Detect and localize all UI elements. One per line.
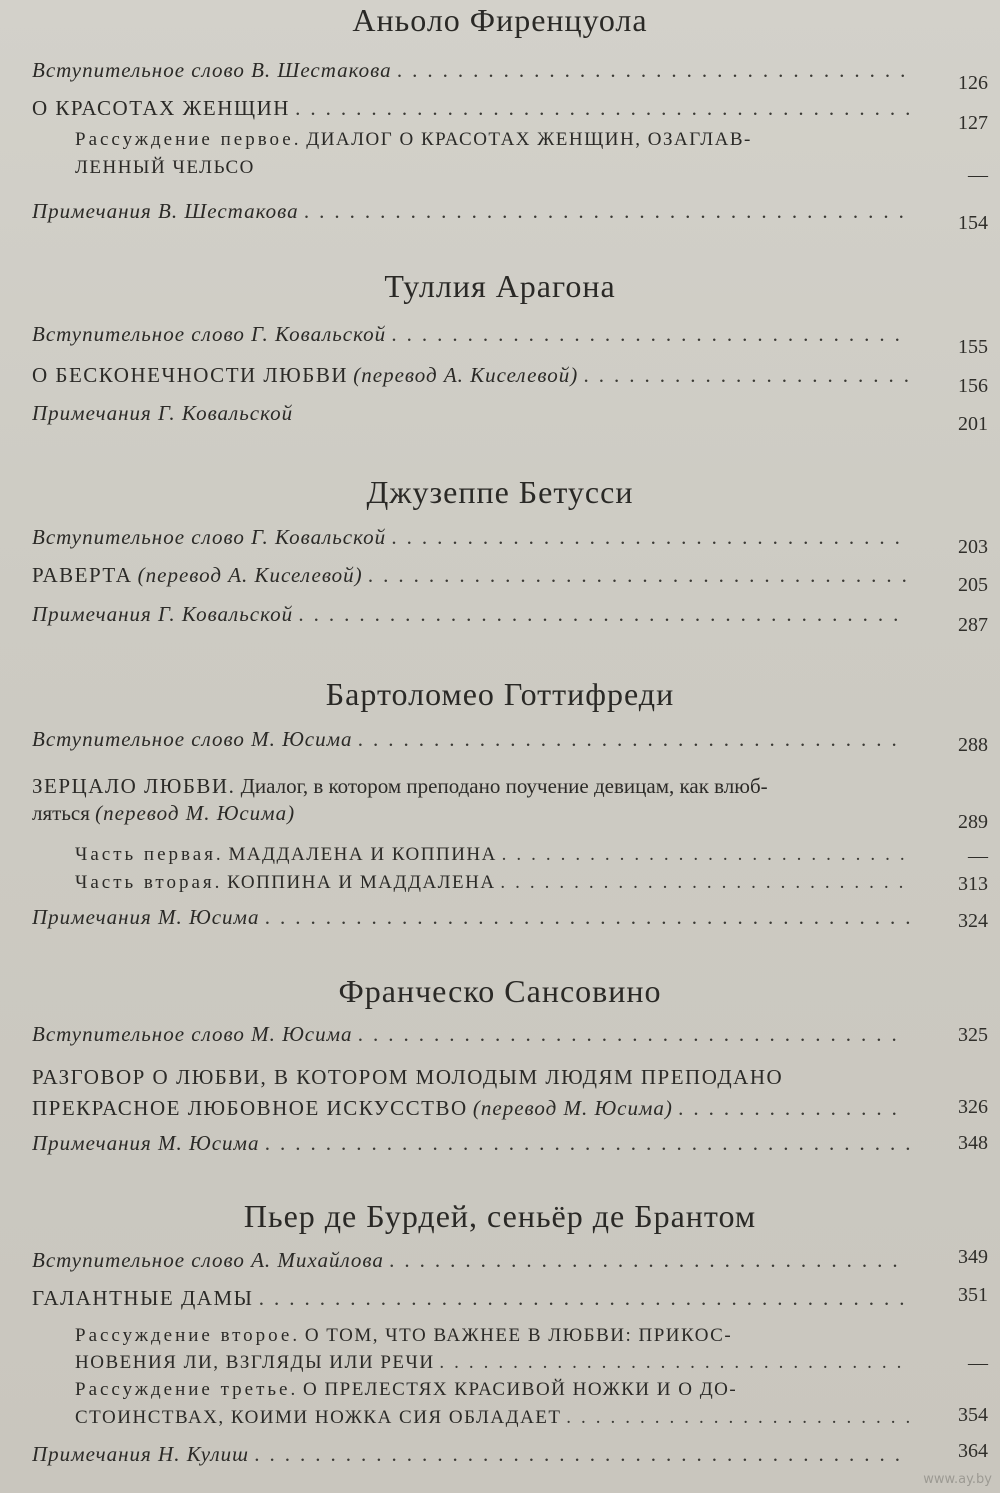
entry-title: О ПРЕЛЕСТЯХ КРАСИВОЙ НОЖКИ И О ДО- bbox=[302, 1379, 738, 1400]
entry-text: Вступительное слово Г. Ковальской bbox=[32, 322, 387, 346]
toc-entry: Примечания Н. Кулиш ........................................... bbox=[32, 1442, 911, 1466]
page-number: 324 bbox=[958, 910, 988, 932]
toc-entry bbox=[32, 399, 927, 427]
page-number: 287 bbox=[958, 614, 988, 636]
toc-entry: Вступительное слово Г. Ковальской .................................. bbox=[32, 322, 910, 346]
entry-lead: Часть вторая. bbox=[75, 872, 223, 893]
entry-text: Примечания М. Юсима bbox=[32, 1131, 260, 1155]
page-number: 154 bbox=[958, 212, 988, 234]
page-number: 203 bbox=[958, 536, 988, 558]
page-number: 354 bbox=[958, 1404, 988, 1426]
entry-text: Вступительное слово В. Шестакова bbox=[32, 58, 392, 82]
entry-text: Вступительное слово М. Юсима bbox=[32, 1022, 353, 1046]
page-number: 326 bbox=[958, 1096, 988, 1118]
page-number: — bbox=[968, 845, 988, 867]
toc-entry: ГАЛАНТНЫЕ ДАМЫ ........................................... bbox=[32, 1286, 915, 1310]
entry-title: МАДДАЛЕНА И КОППИНА bbox=[228, 844, 497, 865]
entry-title: О ТОМ, ЧТО ВАЖНЕЕ В ЛЮБВИ: ПРИКОС- bbox=[304, 1325, 733, 1346]
toc-entry: Примечания В. Шестакова ........................................ bbox=[32, 199, 914, 223]
entry-title: О КРАСОТАХ ЖЕНЩИН bbox=[32, 96, 290, 120]
page-number: — bbox=[968, 164, 988, 186]
toc-entry: О БЕСКОНЕЧНОСТИ ЛЮБВИ (перевод А. Киселевой) ...................... bbox=[32, 363, 920, 387]
page-number: 325 bbox=[958, 1024, 988, 1046]
entry-title: О БЕСКОНЕЧНОСТИ ЛЮБВИ bbox=[32, 363, 348, 387]
entry-lead: Рассуждение второе. bbox=[75, 1325, 301, 1346]
page-number: 289 bbox=[958, 811, 988, 833]
entry-title-continued: ЛЕННЫЙ ЧЕЛЬСО bbox=[75, 157, 255, 178]
page-number: 201 bbox=[958, 413, 988, 435]
toc-entry: Вступительное слово Г. Ковальской .................................. bbox=[32, 525, 910, 549]
toc-entry: О КРАСОТАХ ЖЕНЩИН ......................................... bbox=[32, 96, 921, 120]
entry-title: ГАЛАНТНЫЕ ДАМЫ bbox=[32, 1286, 254, 1310]
entry-title: РАЗГОВОР О ЛЮБВИ, В КОТОРОМ МОЛОДЫМ ЛЮДЯМ ПРЕПОДАНО bbox=[32, 1065, 784, 1089]
entry-note: (перевод А. Киселевой) bbox=[137, 563, 363, 587]
entry-note: (перевод М. Юсима) bbox=[95, 801, 296, 825]
toc-entry: Примечания М. Юсима ........................................... bbox=[32, 905, 921, 929]
section-author: Бартоломео Готтифреди bbox=[325, 676, 675, 712]
page-number: 155 bbox=[958, 336, 988, 358]
section-author: Франческо Сансовино bbox=[338, 973, 662, 1009]
section-author: Туллия Арагона bbox=[384, 268, 616, 304]
section-author: Пьер де Бурдей, сеньёр де Брантом bbox=[243, 1198, 757, 1234]
entry-title: ЗЕРЦАЛО ЛЮБВИ. bbox=[32, 774, 236, 798]
toc-entry: Вступительное слово В. Шестакова .................................. bbox=[32, 58, 916, 82]
page-number: 349 bbox=[958, 1246, 988, 1268]
toc-subentry: Часть первая. МАДДАЛЕНА И КОППИНА ............................ bbox=[75, 844, 915, 865]
page-number: 156 bbox=[958, 375, 988, 397]
toc-entry: РАВЕРТА (перевод А. Киселевой) .................................... bbox=[32, 563, 917, 587]
entry-note: (перевод А. Киселевой) bbox=[353, 363, 579, 387]
toc-entry bbox=[32, 772, 927, 800]
section-author: Джузеппе Бетусси bbox=[366, 474, 634, 510]
entry-lead: Часть первая. bbox=[75, 844, 224, 865]
toc-entry: Примечания Г. Ковальской ........................................ bbox=[32, 602, 909, 626]
page-number: 205 bbox=[958, 574, 988, 596]
page-number: 313 bbox=[958, 873, 988, 895]
toc-subentry bbox=[75, 1322, 927, 1350]
toc-entry bbox=[32, 1063, 927, 1091]
toc-entry: Примечания М. Юсима ........................................... bbox=[32, 1131, 921, 1155]
page-number: 288 bbox=[958, 734, 988, 756]
section-author: Аньоло Фиренцуола bbox=[352, 2, 648, 38]
page-number: 126 bbox=[958, 72, 988, 94]
page-number: 127 bbox=[958, 112, 988, 134]
entry-title: РАВЕРТА bbox=[32, 563, 133, 587]
toc-entry-continued: ПРЕКРАСНОЕ ЛЮБОВНОЕ ИСКУССТВО (перевод М. Юсима) ............... bbox=[32, 1096, 907, 1120]
entry-title: ДИАЛОГ О КРАСОТАХ ЖЕНЩИН, ОЗАГЛАВ- bbox=[306, 129, 752, 150]
entry-text: Примечания Г. Ковальской bbox=[32, 602, 294, 626]
entry-rest: Диалог, в котором преподано поучение девицам, как влюб- bbox=[240, 774, 768, 798]
watermark: www.ay.by bbox=[923, 1472, 992, 1487]
page-number: 348 bbox=[958, 1132, 988, 1154]
entry-text: Вступительное слово Г. Ковальской bbox=[32, 525, 387, 549]
entry-text: Примечания Г. Ковальской bbox=[32, 401, 294, 425]
entry-rest-continued: ляться bbox=[32, 801, 90, 825]
toc-subentry: Часть вторая. КОППИНА И МАДДАЛЕНА ............................ bbox=[75, 872, 914, 893]
entry-title: КОППИНА И МАДДАЛЕНА bbox=[227, 872, 496, 893]
toc-subentry-continued bbox=[75, 154, 927, 182]
toc-subentry-continued: НОВЕНИЯ ЛИ, ВЗГЛЯДЫ ИЛИ РЕЧИ ................................ bbox=[75, 1352, 912, 1373]
toc-entry: Вступительное слово М. Юсима .................................... bbox=[32, 1022, 907, 1046]
toc-subentry-continued: СТОИНСТВАХ, КОИМИ НОЖКА СИЯ ОБЛАДАЕТ ........................ bbox=[75, 1407, 921, 1428]
entry-text: Вступительное слово М. Юсима bbox=[32, 727, 353, 751]
toc-entry: Вступительное слово А. Михайлова .................................. bbox=[32, 1248, 908, 1272]
entry-title-continued: ПРЕКРАСНОЕ ЛЮБОВНОЕ ИСКУССТВО bbox=[32, 1096, 468, 1120]
entry-title-continued: НОВЕНИЯ ЛИ, ВЗГЛЯДЫ ИЛИ РЕЧИ bbox=[75, 1352, 435, 1373]
entry-text: Примечания М. Юсима bbox=[32, 905, 260, 929]
toc-entry: Вступительное слово М. Юсима .................................... bbox=[32, 727, 907, 751]
entry-lead: Рассуждение первое. bbox=[75, 129, 302, 150]
page-number: 364 bbox=[958, 1440, 988, 1462]
entry-title-continued: СТОИНСТВАХ, КОИМИ НОЖКА СИЯ ОБЛАДАЕТ bbox=[75, 1407, 562, 1428]
entry-lead: Рассуждение третье. bbox=[75, 1379, 299, 1400]
toc-entry-continued bbox=[32, 799, 927, 827]
entry-text: Примечания В. Шестакова bbox=[32, 199, 299, 223]
entry-text: Примечания Н. Кулиш bbox=[32, 1442, 250, 1466]
page-number: — bbox=[968, 1352, 988, 1374]
toc-subentry bbox=[75, 126, 927, 154]
toc-subentry bbox=[75, 1376, 927, 1404]
entry-text: Вступительное слово А. Михайлова bbox=[32, 1248, 384, 1272]
page-number: 351 bbox=[958, 1284, 988, 1306]
entry-note: (перевод М. Юсима) bbox=[472, 1096, 673, 1120]
